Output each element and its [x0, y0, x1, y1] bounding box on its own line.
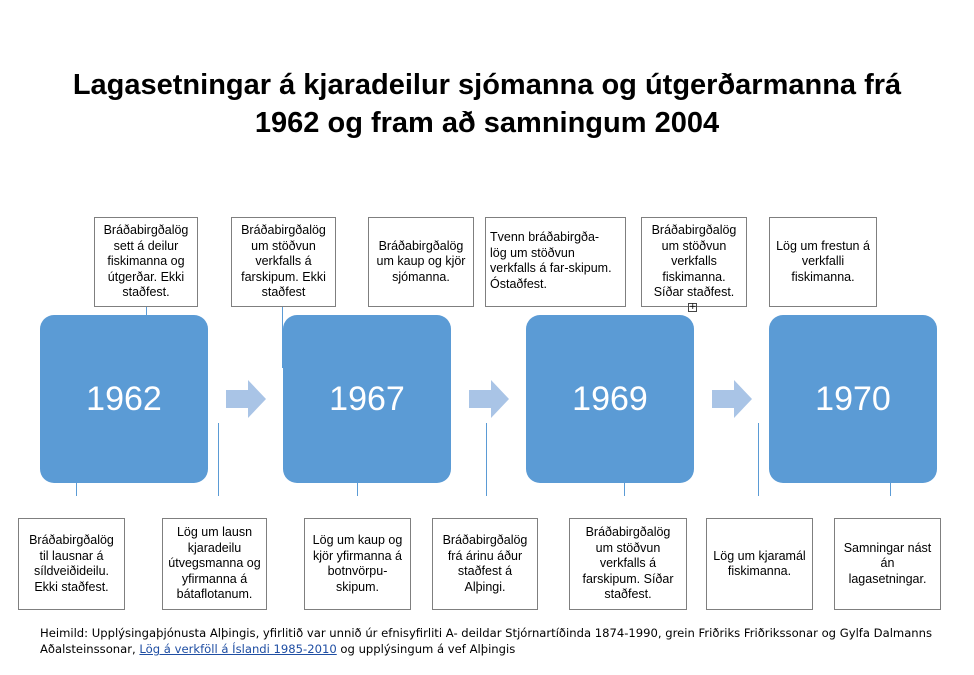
note-line: Bráðabirgðalög [241, 223, 326, 238]
note-line: til lausnar á [39, 548, 104, 563]
source-prefix: Aðalsteinssonar, [40, 642, 140, 656]
arrow-right-icon [469, 380, 509, 418]
year-box-1970 [769, 315, 937, 483]
note-line: staðfest á [457, 564, 513, 578]
note-line: Alþingi. [464, 579, 506, 594]
note-bottom-4 [432, 518, 538, 610]
note-line: útvegsmanna og [168, 556, 261, 571]
note-line: kjaradeilu [187, 540, 242, 555]
year-label: 1962 [86, 379, 162, 418]
year-box-1967 [283, 315, 451, 483]
note-line: sett á deilur [113, 238, 179, 253]
note-line: sjómanna. [392, 269, 450, 284]
note-top-3 [368, 217, 474, 307]
source-link[interactable]: Lög á verkföll á Íslandi 1985-2010 [139, 642, 337, 656]
note-bottom-3 [304, 518, 411, 610]
note-line: yfirmanna á [181, 571, 248, 586]
note-line: Bráðabirgðalög [442, 533, 528, 547]
note-line: um stöðvun [661, 238, 727, 253]
note-line: verkfalls á [599, 556, 657, 571]
note-top-2 [231, 217, 336, 307]
note-line: skipum. [335, 579, 380, 594]
note-bottom-6 [706, 518, 813, 610]
note-line: Tvenn bráðabirgða- [490, 230, 600, 244]
note-line: um stöðvun [595, 540, 661, 555]
note-line: Lög um kaup og [312, 533, 403, 547]
note-line: Bráðabirgðalög [103, 223, 189, 238]
source-suffix: og upplýsingum á vef Alþingis [336, 642, 516, 656]
note-line: Óstaðfest. [490, 276, 547, 291]
note-line: Lög um lausn [176, 525, 253, 540]
note-line: Ekki staðfest. [34, 579, 109, 594]
note-line: fiskimanna. [727, 564, 792, 578]
arrow-right-icon [226, 380, 266, 418]
note-line: um kaup og kjör [376, 254, 466, 269]
connector [357, 482, 358, 496]
note-line: Lög um kjaramál [713, 548, 806, 563]
year-box-1962 [40, 315, 208, 483]
note-line: síldveiðideilu. [33, 564, 110, 578]
note-line: Bráðabirgðalög [651, 223, 737, 238]
note-top-5 [641, 217, 747, 307]
note-line: frá árinu áður [447, 548, 523, 563]
note-line: verkfalli [801, 254, 845, 269]
note-line: Bráðabirgðalög [29, 533, 114, 547]
note-line: verkfalls á far-skipum. [490, 261, 612, 275]
year-label: 1967 [329, 379, 405, 418]
note-line: botnvörpu- [327, 564, 388, 578]
connector [76, 482, 77, 496]
note-line: fiskimanna. [791, 269, 855, 284]
note-line: Bráðabirgðalög [585, 525, 671, 540]
note-top-4 [485, 217, 626, 307]
note-line: fiskimanna og [107, 254, 185, 269]
note-line: staðfest. [604, 587, 652, 602]
note-line: farskipum. Ekki [241, 269, 326, 284]
note-line: bátaflotanum. [176, 587, 253, 602]
note-bottom-7 [834, 518, 941, 610]
year-label: 1969 [572, 379, 648, 418]
note-line: verkfalls [671, 254, 717, 269]
note-line: Síðar staðfest. [653, 285, 735, 300]
source-line-2 [40, 641, 960, 657]
note-line: Samningar nást [843, 540, 932, 555]
note-line: staðfest [261, 285, 306, 300]
note-bottom-5 [569, 518, 687, 610]
note-line: Lög um frestun á [776, 238, 870, 253]
note-line: um stöðvun [251, 238, 316, 253]
note-line: lagasetningar. [848, 571, 927, 586]
diagram-title [0, 66, 974, 142]
connector [486, 423, 487, 496]
note-line: kjör yfirmanna á [313, 548, 402, 563]
note-line: staðfest. [122, 285, 170, 300]
title-line-2: 1962 og fram að samningum 2004 [254, 107, 720, 139]
note-bottom-2 [162, 518, 267, 610]
expand-handle-icon[interactable]: + [689, 302, 697, 312]
connector [758, 423, 759, 496]
source-line-1: Heimild: Upplýsingaþjónusta Alþingis, yfirlitið var unnið úr efnisyfirliti A- deildar Stjórnartíðinda 1874-1990, grein Friðriks Friðrikssonar og Gylfa Dalmanns [40, 626, 933, 640]
connector [890, 482, 891, 496]
note-line: farskipum. Síðar [582, 571, 674, 586]
connector [218, 423, 219, 496]
note-top-1 [94, 217, 198, 307]
note-line: fiskimanna. [662, 269, 726, 284]
title-line-1: Lagasetningar á kjaradeilur sjómanna og útgerðarmanna frá [72, 69, 902, 101]
note-line: verkfalls á [255, 254, 312, 269]
note-bottom-1 [18, 518, 125, 610]
connector [624, 482, 625, 496]
note-line: án [880, 556, 895, 571]
note-line: lög um stöðvun [490, 245, 575, 260]
note-line: útgerðar. Ekki [107, 269, 185, 284]
year-label: 1970 [815, 379, 891, 418]
note-line: Bráðabirgðalög [378, 238, 464, 253]
arrow-right-icon [712, 380, 752, 418]
note-top-6 [769, 217, 877, 307]
year-box-1969 [526, 315, 694, 483]
source-citation [40, 625, 960, 657]
